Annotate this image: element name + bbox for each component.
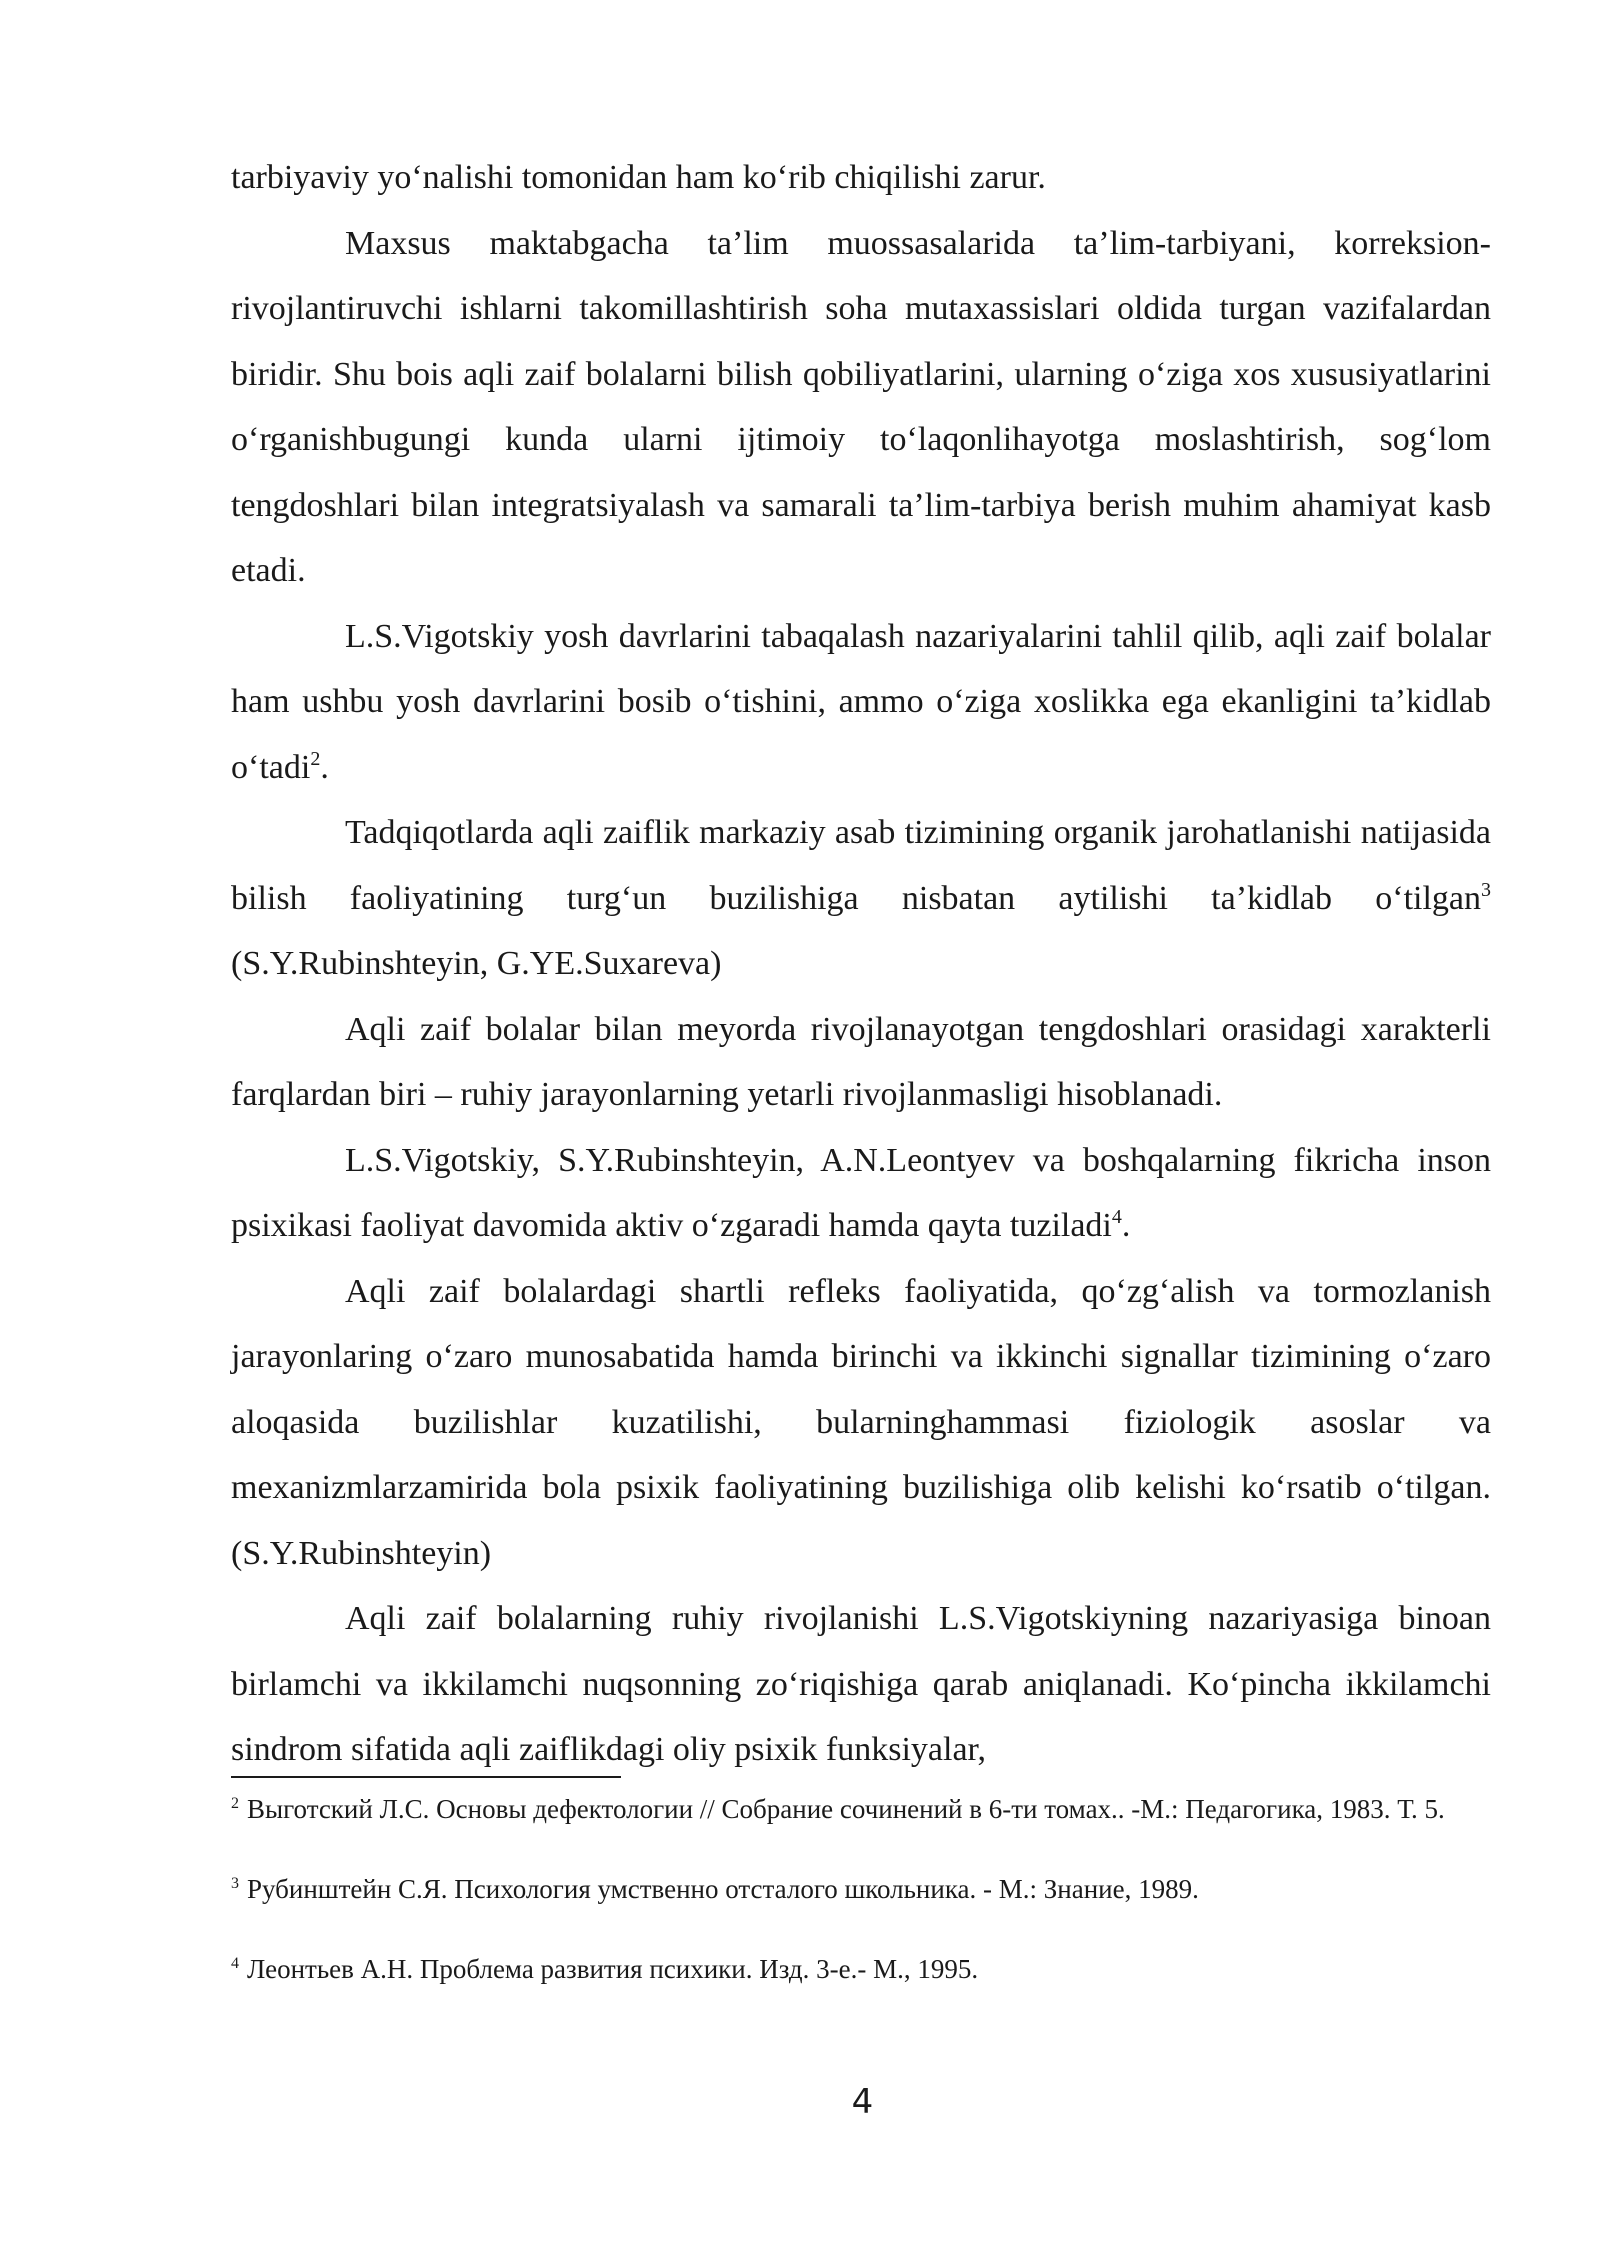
footnote-text: Рубинштейн С.Я. Психология умственно отсталого школьника. - М.: Знание, 1989. <box>247 1874 1199 1904</box>
footnotes <box>231 1790 1491 2030</box>
footnote <box>231 1950 1491 1988</box>
paragraph <box>231 800 1491 997</box>
footnote-number: 2 <box>231 1795 239 1812</box>
page-number: 4 <box>851 2082 874 2122</box>
footnote-ref[interactable]: 2 <box>310 747 321 770</box>
paragraph <box>231 1128 1491 1259</box>
paragraph: Aqli zaif bolalardagi shartli refleks faoliyatida, qo‘zg‘alish va tormozlanish jarayonlaring o‘zaro munosabatida hamda birinchi va ikkinchi signallar tizimining o‘zaro aloqasida buzilishlar kuzatilishi, bularninghammasi fiziologik asoslar va mexanizmlarzamirida bola psixik faoliyatining buzilishiga olib kelishi ko‘rsatib o‘tilgan. (S.Y.Rubinshteyin) <box>231 1272 1491 1572</box>
footnote-text: Выготский Л.С. Основы дефектологии // Собрание сочинений в 6-ти томах.. -М.: Педагогика, 1983. Т. 5. <box>247 1794 1445 1824</box>
paragraph-text: Tadqiqotlarda aqli zaiflik markaziy asab tizimining organik jarohatlanishi natijasida bilish faoliyatining turg‘un buzilishiga nisbatan aytilishi ta’kidlab o‘tilgan <box>231 814 1491 917</box>
paragraph-end: (S.Y.Rubinshteyin, G.YE.Suxareva) <box>231 945 722 982</box>
footnote-separator <box>231 1776 621 1778</box>
paragraph <box>231 604 1491 801</box>
paragraph: tarbiyaviy yo‘nalishi tomonidan ham ko‘rib chiqilishi zarur. <box>231 159 1046 196</box>
footnote-number: 4 <box>231 1955 239 1972</box>
footnote-number: 3 <box>231 1875 239 1892</box>
paragraph-text: L.S.Vigotskiy, S.Y.Rubinshteyin, A.N.Leontyev va boshqalarning fikricha inson psixikasi faoliyat davomida aktiv o‘zgaradi hamda qayta tuziladi <box>231 1141 1491 1244</box>
paragraph-end: . <box>1121 1207 1131 1244</box>
footnote-ref[interactable]: 4 <box>1111 1206 1122 1228</box>
paragraph: Aqli zaif bolalar bilan meyorda rivojlanayotgan tengdoshlari orasidagi xarakterli farqlardan biri – ruhiy jarayonlarning yetarli rivojlanmasligi hisoblanadi. <box>231 1010 1491 1113</box>
paragraph-end: . <box>320 748 329 786</box>
footnote <box>231 1870 1491 1908</box>
footnote-ref[interactable]: 3 <box>1481 878 1491 901</box>
footnote-text: Леонтьев А.Н. Проблема развития психики. Изд. 3-е.- М., 1995. <box>247 1954 979 1984</box>
paragraph: Maxsus maktabgacha ta’lim muossasalarida ta’lim-tarbiyani, korreksion-rivojlantiruvchi ishlarni takomillashtirish soha mutaxassislari oldida turgan vazifalardan biridir. Shu bois aqli zaif bolalarni bilish qobiliyatlarini, ularning o‘ziga xos xususiyatlarini o‘rganishbugungi kunda ularni ijtimoiy to‘laqonlihayotga moslashtirish, sog‘lom tengdoshlari bilan integratsiyalash va samarali ta’lim-tarbiya berish muhim ahamiyat kasb etadi. <box>231 224 1491 589</box>
paragraph: Aqli zaif bolalarning ruhiy rivojlanishi L.S.Vigotskiyning nazariyasiga binoan birlamchi va ikkilamchi nuqsonning zo‘riqishiga qarab aniqlanadi. Ko‘pincha ikkilamchi sindrom sifatida aqli zaiflikdagi oliy psixik funksiyalar, <box>231 1600 1491 1768</box>
body-text <box>231 145 1491 1783</box>
paragraph-text: L.S.Vigotskiy yosh davrlarini tabaqalash nazariyalarini tahlil qilib, aqli zaif bolalar ham ushbu yosh davrlarini bosib o‘tishini, ammo o‘ziga xoslikka ega ekanligini ta’kidlab o‘tadi <box>231 617 1491 786</box>
footnote <box>231 1790 1491 1828</box>
